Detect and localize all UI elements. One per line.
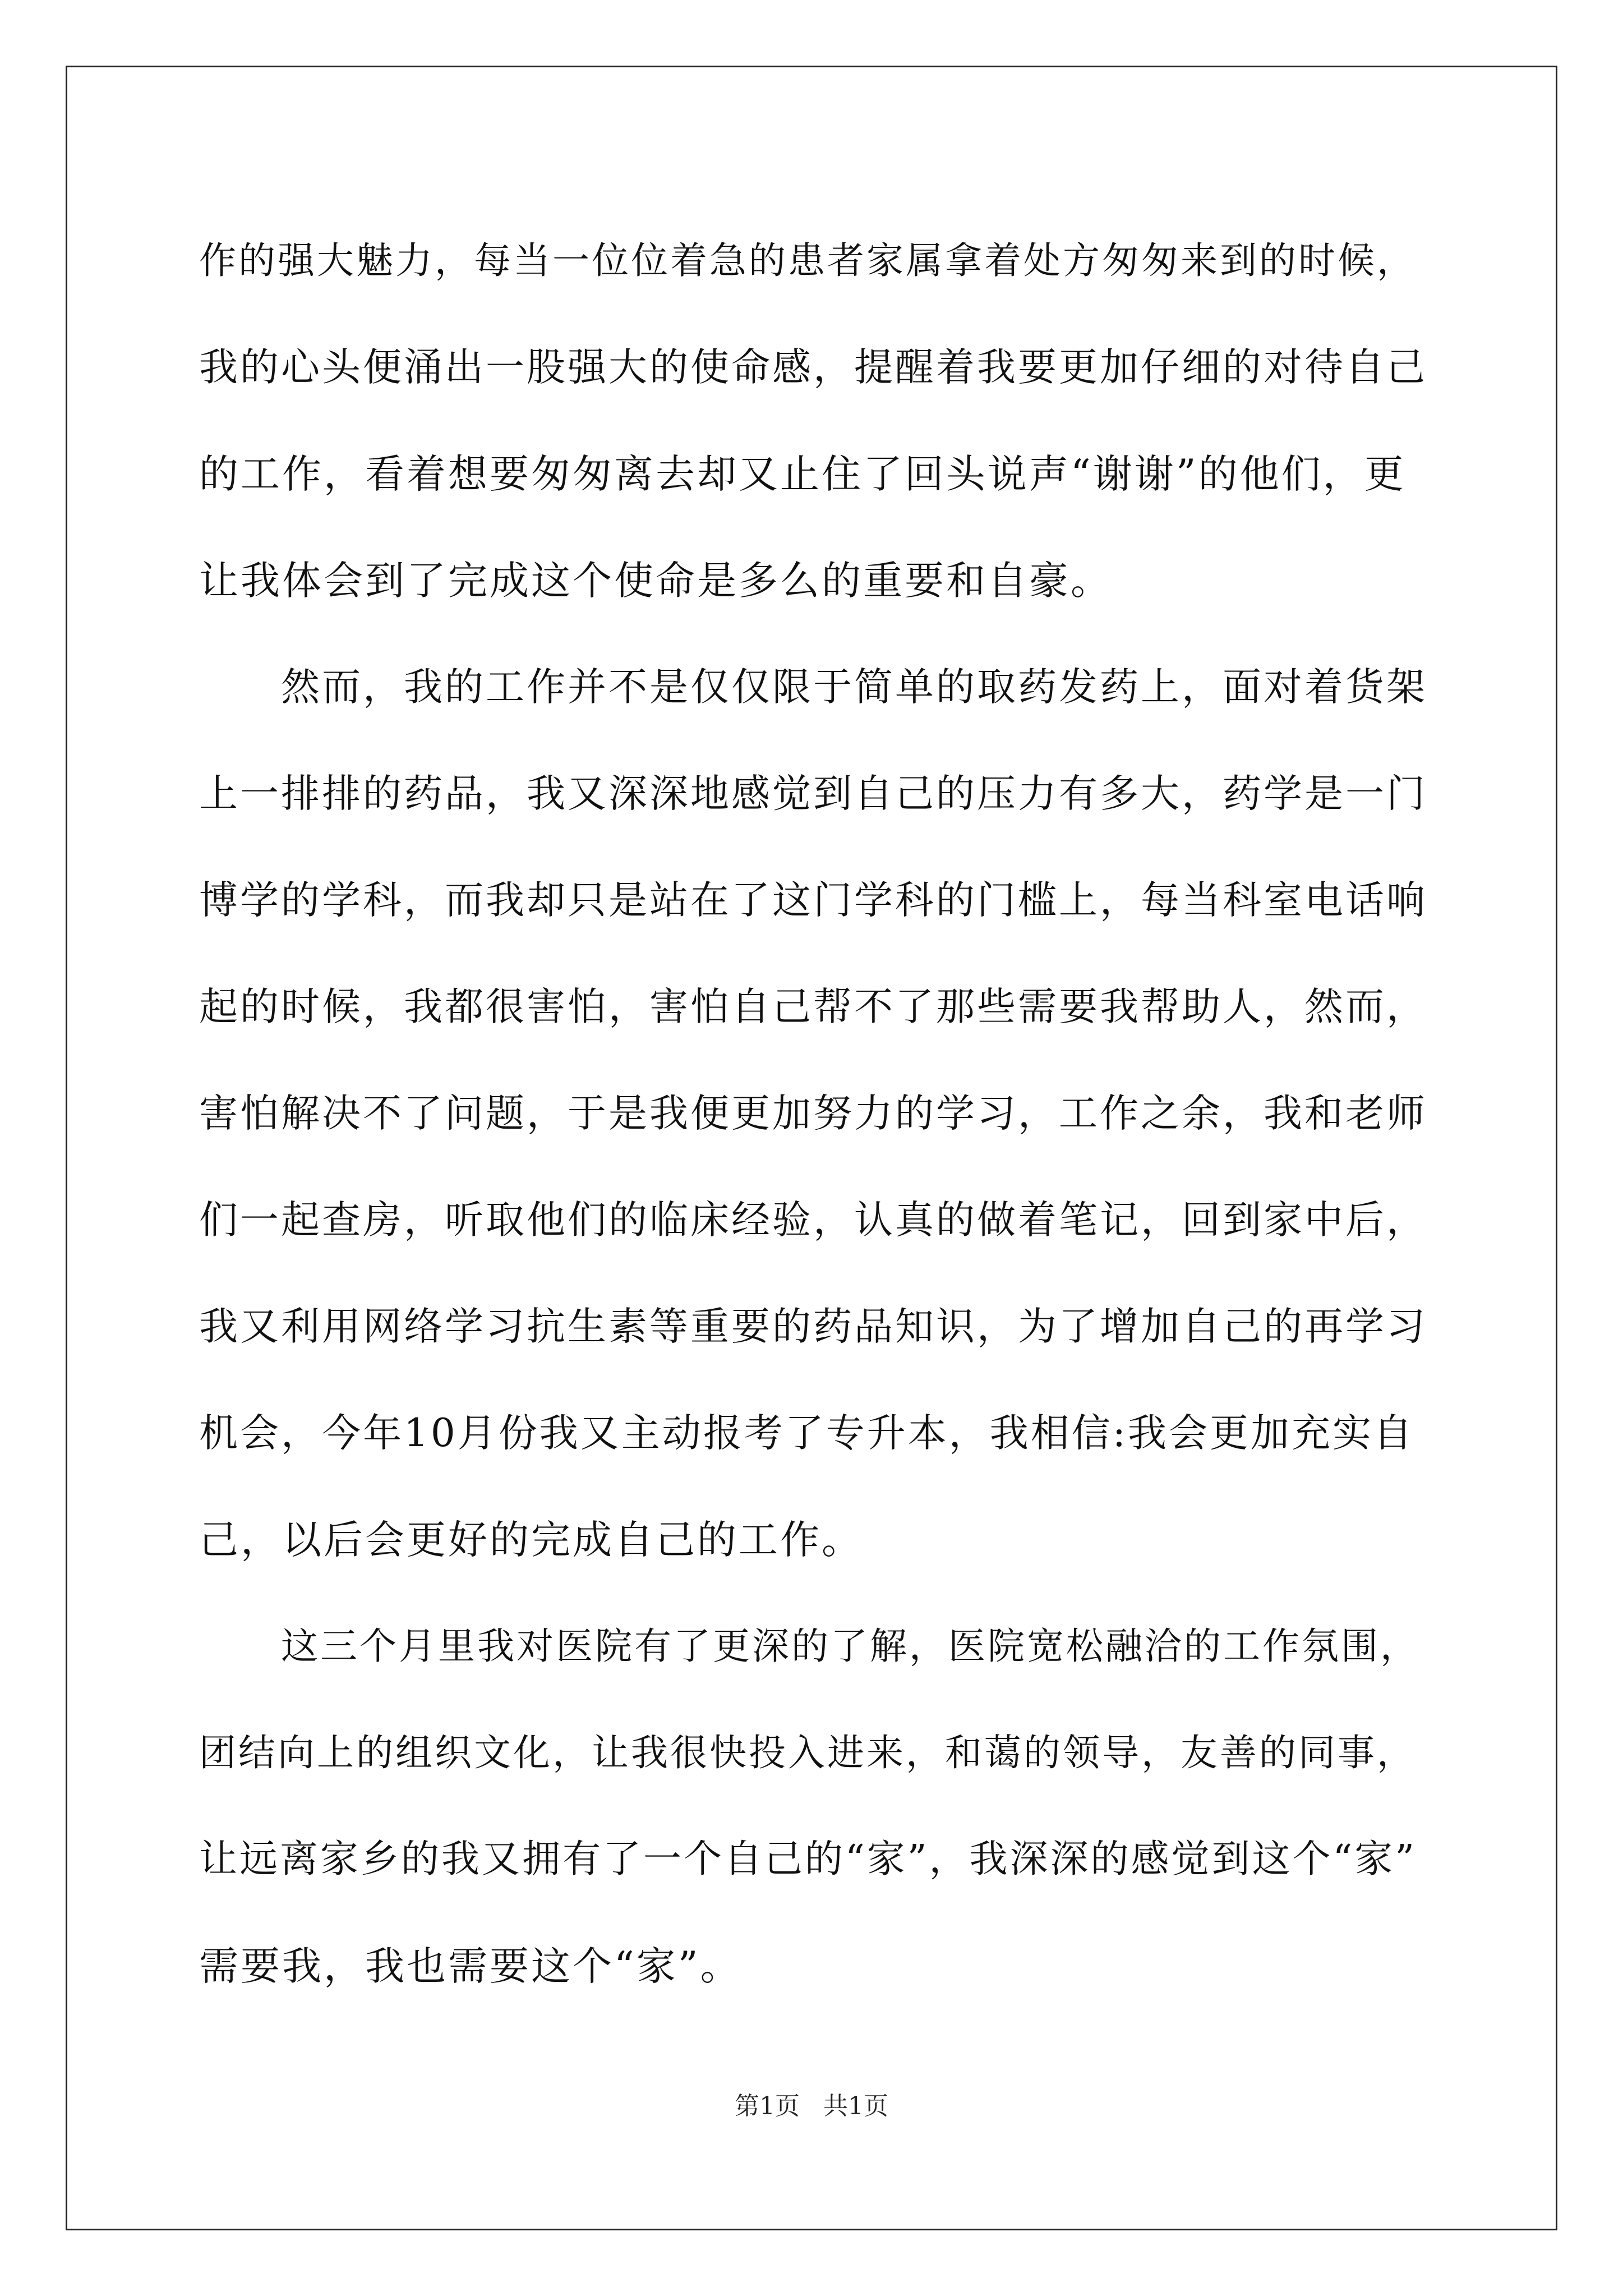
text-line: 己，以后会更好的完成自己的工作。 [199,1517,863,1563]
text-line: 上一排排的药品，我又深深地感觉到自己的压力有多大，药学是一门 [199,771,1427,816]
text-line: 们一起查房，听取他们的临床经验，认真的做着笔记，回到家中后， [199,1198,1427,1243]
text-line: 让远离家乡的我又拥有了一个自己的“家”，我深深的感觉到这个“家” [199,1837,1417,1881]
text-line: 起的时候，我都很害怕，害怕自己帮不了那些需要我帮助人，然而， [199,984,1427,1029]
text-line: 的工作，看着想要匆匆离去却又止住了回头说声“谢谢”的他们，更 [199,451,1406,497]
text-line: 需要我，我也需要这个“家”。 [199,1943,742,1989]
text-line-paragraph-start: 然而，我的工作并不是仅仅限于简单的取药发药上，面对着货架 [281,665,1427,710]
text-line: 博学的学科，而我却只是站在了这门学科的门槛上，每当科室电话响 [199,878,1427,923]
text-line: 团结向上的组织文化，让我很快投入进来，和蔼的领导，友善的同事， [199,1731,1416,1774]
text-line: 机会，今年10月份我又主动报考了专升本，我相信:我会更加充实自 [199,1411,1415,1456]
document-body [199,208,1427,2019]
page-number: 第1页 [735,2092,800,2120]
page-total: 共1页 [823,2092,888,2120]
text-line-paragraph-start: 这三个月里我对医院有了更深的了解，医院宽松融洽的工作氛围， [281,1625,1419,1668]
page-footer [0,2090,1623,2123]
text-line: 让我体会到了完成这个使命是多么的重要和自豪。 [199,558,1112,604]
text-line: 作的强大魅力，每当一位位着急的患者家属拿着处方匆匆来到的时候， [199,239,1416,282]
text-line: 我又利用网络学习抗生素等重要的药品知识，为了增加自己的再学习 [199,1304,1427,1349]
text-line: 我的心头便涌出一股强大的使命感，提醒着我要更加仔细的对待自己 [199,345,1427,390]
text-line: 害怕解决不了问题，于是我便更加努力的学习，工作之余，我和老师 [199,1091,1427,1136]
